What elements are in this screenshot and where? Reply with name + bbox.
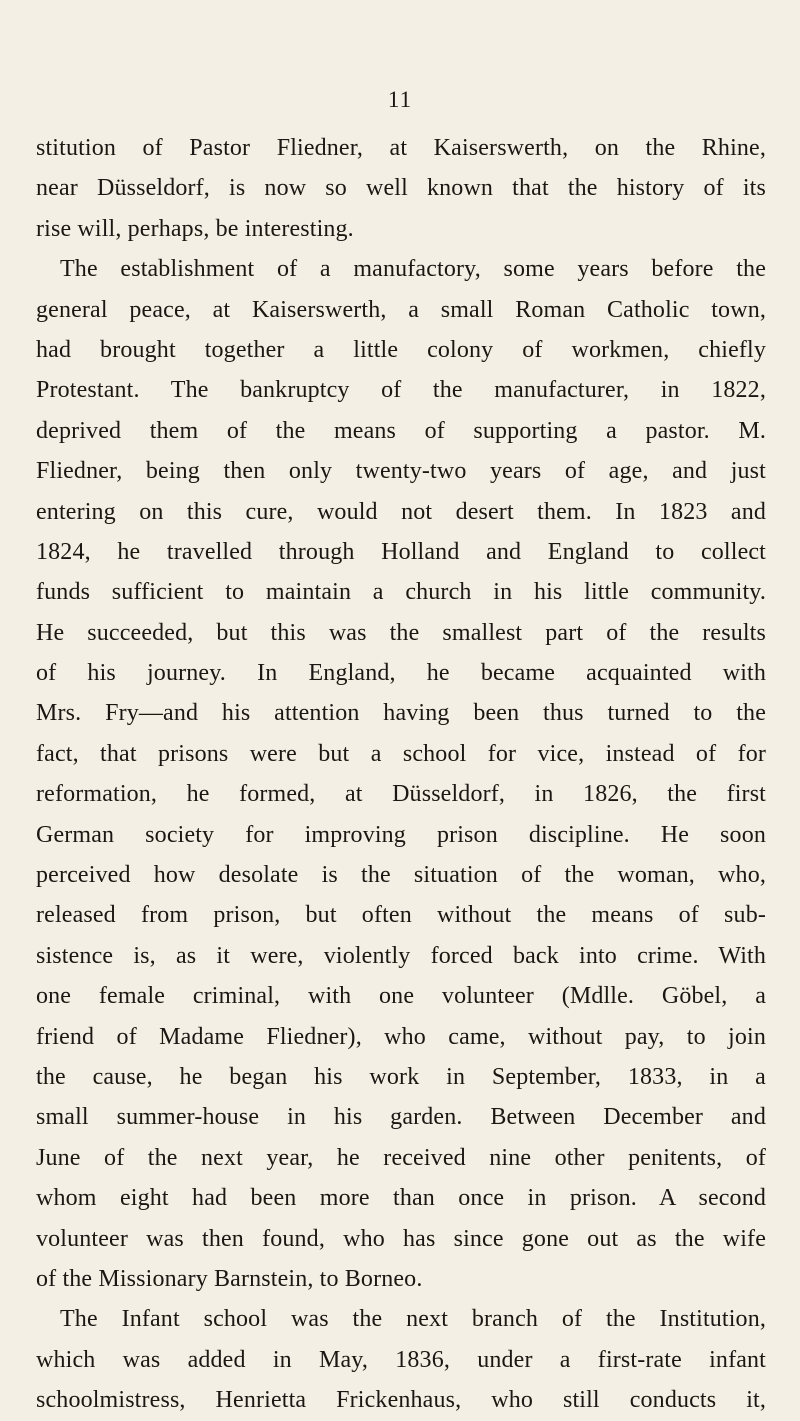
body-text	[36, 128, 766, 1421]
text-line: Protestant. The bankruptcy of the manufacturer, in 1822,	[36, 377, 766, 404]
text-line: sistence is, as it were, violently forced back into crime. With	[36, 942, 766, 969]
text-line: the cause, he began his work in September, 1833, in a	[36, 1063, 766, 1090]
text-line: one female criminal, with one volunteer (Mdlle. Göbel, a	[36, 983, 766, 1010]
text-line: entering on this cure, would not desert them. In 1823 and	[36, 498, 766, 525]
text-line: funds sufficient to maintain a church in his little community.	[36, 579, 766, 606]
text-line: The Infant school was the next branch of the Institution,	[60, 1306, 766, 1333]
text-line: had brought together a little colony of workmen, chiefly	[36, 336, 766, 363]
text-line: perceived how desolate is the situation of the woman, who,	[36, 862, 766, 889]
text-line: fact, that prisons were but a school for vice, instead of for	[36, 740, 766, 767]
text-line: released from prison, but often without the means of sub-	[36, 902, 766, 929]
text-line: The establishment of a manufactory, some years before the	[60, 256, 766, 283]
text-line: June of the next year, he received nine other penitents, of	[36, 1144, 766, 1171]
text-line: volunteer was then found, who has since gone out as the wife	[36, 1225, 766, 1252]
text-line: German society for improving prison discipline. He soon	[36, 821, 766, 848]
text-line: of his journey. In England, he became acquainted with	[36, 660, 766, 687]
text-line: reformation, he formed, at Düsseldorf, in 1826, the first	[36, 781, 766, 808]
text-line: stitution of Pastor Fliedner, at Kaiserswerth, on the Rhine,	[36, 135, 766, 161]
text-line: rise will, perhaps, be interesting.	[36, 215, 354, 242]
text-line: which was added in May, 1836, under a first-rate infant	[36, 1346, 766, 1373]
text-line: He succeeded, but this was the smallest part of the results	[36, 619, 766, 646]
text-line: small summer-house in his garden. Between December and	[36, 1104, 766, 1131]
text-line: near Düsseldorf, is now so well known that the history of its	[36, 175, 766, 202]
page-number: 11	[387, 87, 413, 112]
text-line: Fliedner, being then only twenty-two years of age, and just	[36, 458, 766, 485]
text-line: schoolmistress, Henrietta Frickenhaus, who still conducts it,	[36, 1387, 766, 1414]
text-line: 1824, he travelled through Holland and England to collect	[36, 538, 766, 565]
text-line: whom eight had been more than once in prison. A second	[36, 1185, 766, 1212]
text-line: friend of Madame Fliedner), who came, without pay, to join	[36, 1023, 766, 1050]
text-line: of the Missionary Barnstein, to Borneo.	[36, 1265, 423, 1292]
text-line: deprived them of the means of supporting a pastor. M.	[36, 417, 766, 444]
text-line: Mrs. Fry—and his attention having been thus turned to the	[36, 700, 766, 727]
text-line: general peace, at Kaiserswerth, a small Roman Catholic town,	[36, 296, 766, 323]
